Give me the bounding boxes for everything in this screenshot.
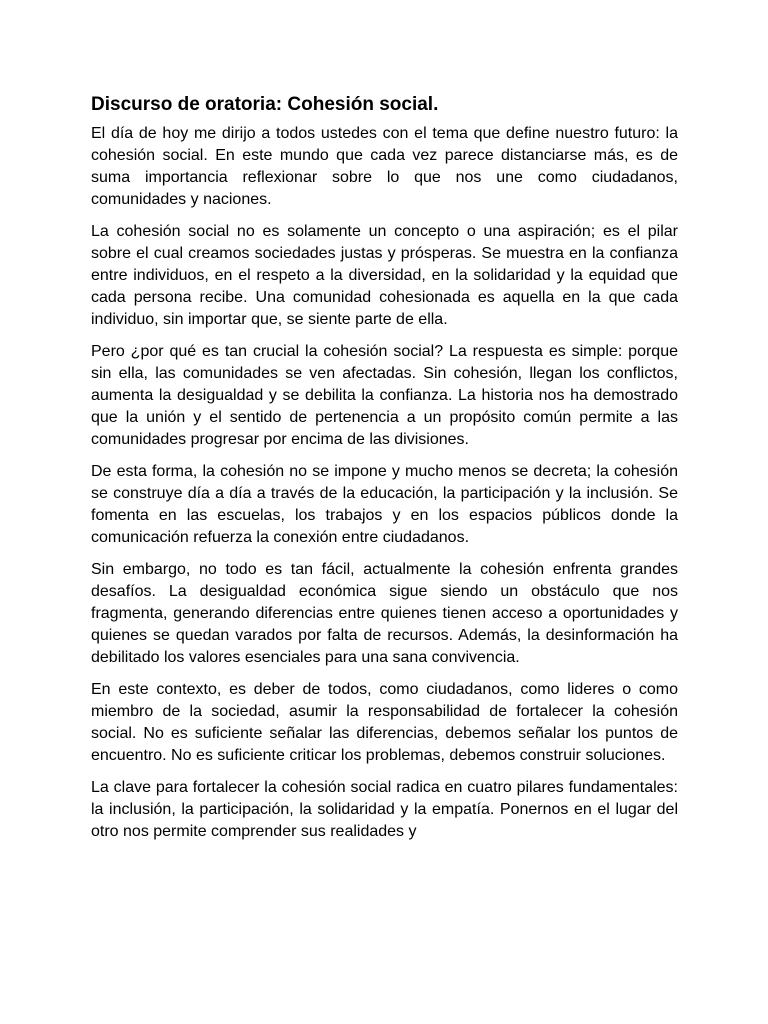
paragraph-4: De esta forma, la cohesión no se impone y mucho menos se decreta; la cohesión se construye día a día a través de la educación, la participación y la inclusión. Se fomenta en las escuelas, los trabajos y en los espacios públicos donde la comunicación refuerza la conexión entre ciudadanos. — [91, 463, 678, 546]
paragraph-5: Sin embargo, no todo es tan fácil, actualmente la cohesión enfrenta grandes desafíos. La desigualdad económica sigue siendo un obstáculo que nos fragmenta, generando diferencias entre quienes tienen acceso a oportunidades y quienes se quedan varados por falta de recursos. Además, la desinformación ha debilitado los valores esenciales para una sana convivencia. — [91, 561, 678, 666]
paragraph-6: En este contexto, es deber de todos, como ciudadanos, como lideres o como miembro de la sociedad, asumir la responsabilidad de fortalecer la cohesión social. No es suficiente señalar las diferencias, debemos señalar los puntos de encuentro. No es suficiente criticar los problemas, debemos construir soluciones. — [91, 681, 678, 764]
paragraph-7: La clave para fortalecer la cohesión social radica en cuatro pilares fundamentales: la inclusión, la participación, la solidaridad y la empatía. Ponernos en el lugar del otro nos permite comprender sus realidades y — [91, 779, 678, 840]
paragraph-2: La cohesión social no es solamente un concepto o una aspiración; es el pilar sobre el cual creamos sociedades justas y prósperas. Se muestra en la confianza entre individuos, en el respeto a la diversidad, en la solidaridad y la equidad que cada persona recibe. Una comunidad cohesionada es aquella en la que cada individuo, sin importar que, se siente parte de ella. — [91, 223, 678, 328]
document-title: Discurso de oratoria: Cohesión social. — [91, 94, 439, 115]
paragraph-1: El día de hoy me dirijo a todos ustedes con el tema que define nuestro futuro: la cohesión social. En este mundo que cada vez parece distanciarse más, es de suma importancia reflexionar sobre lo que nos une como ciudadanos, comunidades y naciones. — [91, 125, 678, 208]
paragraph-3: Pero ¿por qué es tan crucial la cohesión social? La respuesta es simple: porque sin ella, las comunidades se ven afectadas. Sin cohesión, llegan los conflictos, aumenta la desigualdad y se debilita la confianza. La historia nos ha demostrado que la unión y el sentido de pertenencia a un propósito común permite a las comunidades progresar por encima de las divisiones. — [91, 343, 678, 448]
document-page — [91, 93, 678, 853]
